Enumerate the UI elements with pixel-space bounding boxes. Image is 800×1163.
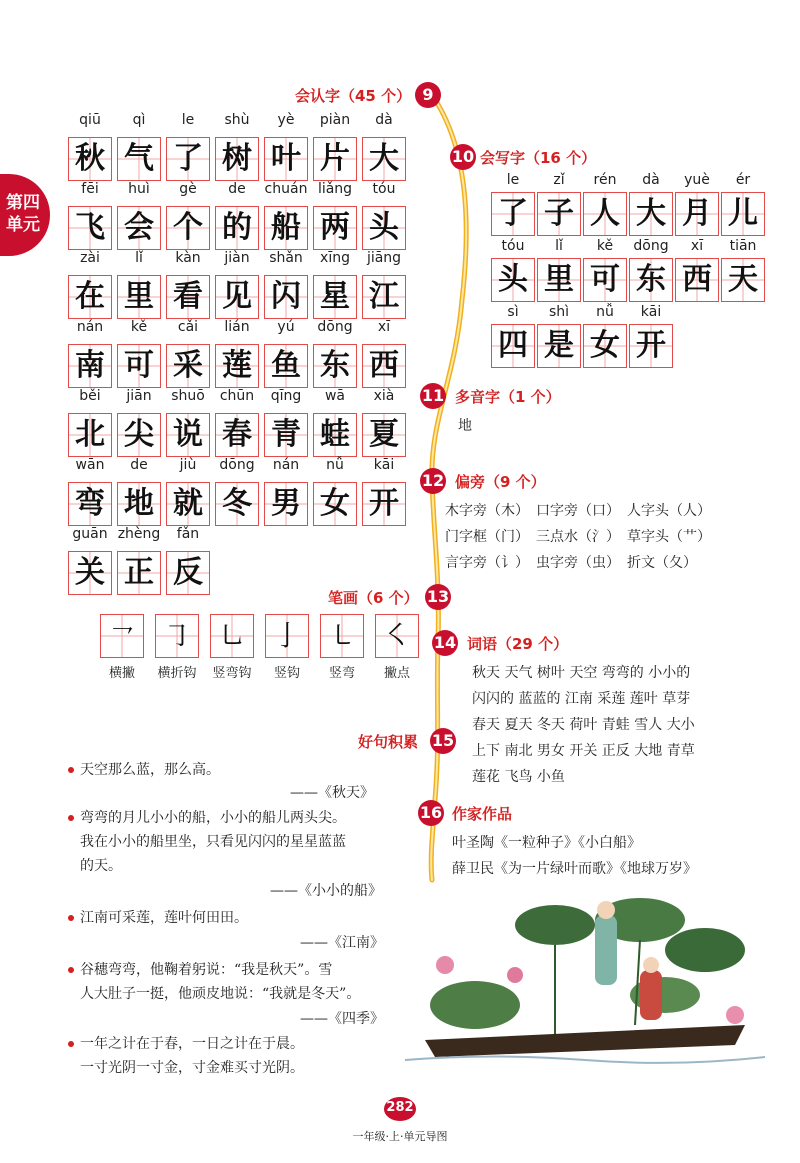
pinyin-label: le [181, 112, 195, 128]
sentence-line: 一年之计在于春，一日之计在于晨。 [80, 1036, 304, 1052]
sentence-line: 弯弯的月儿小小的船，小小的船儿两头尖。 [80, 810, 346, 826]
pinyin-label: kàn [175, 250, 201, 266]
write-char-cell: 头 [491, 258, 535, 302]
recognize-char-cell: 春 [215, 413, 259, 457]
unit-tab: 第四单元 [0, 174, 50, 256]
pinyin-label: fǎn [176, 526, 200, 542]
stroke-name: 竖弯钩 [212, 666, 252, 681]
pinyin-label: nán [272, 457, 300, 473]
recognize-char-cell: 树 [215, 137, 259, 181]
bullet-dot [68, 815, 74, 821]
stroke-cell: ㇄ [320, 614, 364, 658]
recognize-char-cell: 看 [166, 275, 210, 319]
polyphone-char: 地 [458, 418, 472, 434]
section-badge-11: 11 [420, 383, 446, 409]
pinyin-label: wān [75, 457, 105, 473]
pinyin-label: de [228, 181, 246, 197]
pinyin-label: jiān [126, 388, 152, 404]
recognize-char-cell: 的 [215, 206, 259, 250]
pinyin-label: de [130, 457, 148, 473]
sentence-line: 我在小小的船里坐，只看见闪闪的星星蓝蓝 [80, 834, 346, 850]
recognize-char-cell: 船 [264, 206, 308, 250]
write-char-cell: 开 [629, 324, 673, 368]
pinyin-label: wā [324, 388, 346, 404]
write-char-cell: 里 [537, 258, 581, 302]
sentence-line: 人大肚子一挺，他顽皮地说：“我就是冬天”。 [80, 986, 361, 1002]
recognize-char-cell: 青 [264, 413, 308, 457]
write-char-cell: 东 [629, 258, 673, 302]
author-line: 薛卫民《为一片绿叶而歌》《地球万岁》 [452, 861, 697, 877]
words-line: 春天 夏天 冬天 荷叶 青蛙 雪人 大小 [472, 717, 695, 733]
pinyin-label: dōng [317, 319, 353, 335]
recognize-char-cell: 秋 [68, 137, 112, 181]
recognize-char-cell: 弯 [68, 482, 112, 526]
recognize-char-cell: 可 [117, 344, 161, 388]
pinyin-label: shù [224, 112, 250, 128]
pinyin-label: huì [128, 181, 150, 197]
section-badge-13: 13 [425, 584, 451, 610]
stroke-name: 横撇 [108, 666, 135, 681]
radical-title: 偏旁（9 个） [455, 473, 546, 491]
stroke-name: 撇点 [383, 666, 410, 681]
sentence-source: ——《江南》 [300, 935, 384, 951]
words-title: 词语（29 个） [467, 635, 569, 653]
recognize-char-cell: 关 [68, 551, 112, 595]
pinyin-label: ér [735, 172, 751, 188]
pinyin-label: běi [79, 388, 101, 404]
pinyin-label: lǐ [135, 250, 143, 266]
pinyin-label: guān [72, 526, 108, 542]
write-char-cell: 女 [583, 324, 627, 368]
write-char-cell: 儿 [721, 192, 765, 236]
write-char-cell: 人 [583, 192, 627, 236]
recognize-char-cell: 女 [313, 482, 357, 526]
stroke-cell: ㇛ [375, 614, 419, 658]
pinyin-label: shuō [171, 388, 205, 404]
recognize-char-cell: 蛙 [313, 413, 357, 457]
write-char-cell: 月 [675, 192, 719, 236]
pinyin-label: shì [548, 304, 570, 320]
recognize-char-cell: 开 [362, 482, 406, 526]
pinyin-label: nǚ [596, 304, 614, 320]
recognize-char-cell: 里 [117, 275, 161, 319]
sentence-line: 的天。 [80, 858, 122, 874]
pinyin-label: qì [132, 112, 146, 128]
pinyin-label: xīng [320, 250, 350, 266]
pinyin-label: cǎi [177, 319, 199, 335]
section-badge-10: 10 [450, 144, 476, 170]
pinyin-label: kāi [373, 457, 395, 473]
sentence-source: ——《四季》 [300, 1011, 384, 1027]
write-title: 会写字（16 个） [480, 149, 597, 167]
words-line: 上下 南北 男女 开关 正反 大地 青草 [472, 743, 695, 759]
sentence-line: 江南可采莲，莲叶何田田。 [80, 910, 248, 926]
section-badge-15: 15 [430, 728, 456, 754]
sentences-title: 好句积累 [358, 733, 419, 751]
pinyin-label: gè [179, 181, 197, 197]
pinyin-label: jiāng [366, 250, 402, 266]
recognize-char-cell: 尖 [117, 413, 161, 457]
recognize-char-cell: 南 [68, 344, 112, 388]
write-char-cell: 是 [537, 324, 581, 368]
pinyin-label: tóu [372, 181, 396, 197]
pinyin-label: sì [507, 304, 519, 320]
recognize-char-cell: 星 [313, 275, 357, 319]
bullet-dot [68, 915, 74, 921]
bullet-dot [68, 767, 74, 773]
recognize-char-cell: 见 [215, 275, 259, 319]
pinyin-label: lǐ [555, 238, 563, 254]
write-char-cell: 大 [629, 192, 673, 236]
recognize-char-cell: 会 [117, 206, 161, 250]
pinyin-label: xià [373, 388, 395, 404]
recognize-char-cell: 就 [166, 482, 210, 526]
radical-line: 木字旁（木） 口字旁（口） 人字头（人） [445, 503, 711, 519]
pinyin-label: zhèng [117, 526, 161, 542]
pinyin-label: qīng [270, 388, 302, 404]
recognize-char-cell: 冬 [215, 482, 259, 526]
recognize-char-cell: 江 [362, 275, 406, 319]
recognize-char-cell: 夏 [362, 413, 406, 457]
pinyin-label: nǚ [326, 457, 344, 473]
section-badge-14: 14 [432, 630, 458, 656]
recognize-char-cell: 反 [166, 551, 210, 595]
radical-line: 门字框（门） 三点水（氵） 草字头（艹） [445, 529, 711, 545]
recognize-char-cell: 两 [313, 206, 357, 250]
recognize-char-cell: 了 [166, 137, 210, 181]
pinyin-label: jiàn [224, 250, 250, 266]
recognize-char-cell: 大 [362, 137, 406, 181]
stroke-name: 横折钩 [157, 666, 197, 681]
recognize-char-cell: 莲 [215, 344, 259, 388]
recognize-char-cell: 片 [313, 137, 357, 181]
authors-title: 作家作品 [452, 805, 513, 823]
bullet-dot [68, 1041, 74, 1047]
section-badge-12: 12 [420, 468, 446, 494]
words-line: 莲花 飞鸟 小鱼 [472, 769, 565, 785]
pinyin-label: chūn [219, 388, 255, 404]
sentence-source: ——《小小的船》 [270, 883, 382, 899]
sentence-line: 天空那么蓝，那么高。 [80, 762, 220, 778]
pinyin-label: dōng [633, 238, 669, 254]
pinyin-label: tóu [501, 238, 525, 254]
sentence-source: ——《秋天》 [290, 785, 374, 801]
write-char-cell: 可 [583, 258, 627, 302]
recognize-char-cell: 叶 [264, 137, 308, 181]
radical-line: 言字旁（讠） 虫字旁（虫） 折文（夂） [445, 555, 697, 571]
recognize-char-cell: 男 [264, 482, 308, 526]
pinyin-label: lián [224, 319, 250, 335]
pinyin-label: piàn [319, 112, 351, 128]
strokes-title: 笔画（6 个） [328, 589, 419, 607]
pinyin-label: fēi [81, 181, 99, 197]
recognize-char-cell: 个 [166, 206, 210, 250]
page-footer: 一年级·上·单元导图 [352, 1130, 448, 1143]
write-char-cell: 四 [491, 324, 535, 368]
recognize-char-cell: 在 [68, 275, 112, 319]
stroke-cell: ㇟ [210, 614, 254, 658]
pinyin-label: dà [642, 172, 660, 188]
pinyin-label: zài [80, 250, 100, 266]
recognize-char-cell: 正 [117, 551, 161, 595]
pinyin-label: zǐ [553, 172, 565, 188]
sentence-line: 一寸光阴一寸金，寸金难买寸光阴。 [80, 1060, 304, 1076]
recognize-char-cell: 头 [362, 206, 406, 250]
words-line: 秋天 天气 树叶 天空 弯弯的 小小的 [472, 665, 691, 681]
pinyin-label: xī [377, 319, 391, 335]
recognize-char-cell: 西 [362, 344, 406, 388]
stroke-name: 竖弯 [328, 666, 355, 681]
pinyin-label: le [506, 172, 520, 188]
pinyin-label: jiù [179, 457, 197, 473]
pinyin-label: rén [593, 172, 617, 188]
words-line: 闪闪的 蓝蓝的 江南 采莲 莲叶 草芽 [472, 691, 691, 707]
recognize-char-cell: 鱼 [264, 344, 308, 388]
pinyin-label: dà [375, 112, 393, 128]
write-char-cell: 天 [721, 258, 765, 302]
pinyin-label: chuán [264, 181, 308, 197]
recognize-char-cell: 采 [166, 344, 210, 388]
pinyin-label: yè [277, 112, 295, 128]
pinyin-label: yú [277, 319, 295, 335]
stroke-cell: ㇆ [155, 614, 199, 658]
write-char-cell: 子 [537, 192, 581, 236]
recognize-char-cell: 北 [68, 413, 112, 457]
recognize-char-cell: 东 [313, 344, 357, 388]
pinyin-label: liǎng [317, 181, 353, 197]
pinyin-label: kě [130, 319, 148, 335]
recognize-char-cell: 说 [166, 413, 210, 457]
pinyin-label: tiān [729, 238, 757, 254]
pinyin-label: nán [76, 319, 104, 335]
pinyin-label: kě [596, 238, 614, 254]
lotus-boat-illustration [405, 895, 765, 1070]
pinyin-label: xī [690, 238, 704, 254]
pinyin-label: kāi [640, 304, 662, 320]
author-line: 叶圣陶《一粒种子》《小白船》 [452, 835, 641, 851]
recognize-char-cell: 闪 [264, 275, 308, 319]
section-badge-9: 9 [415, 82, 441, 108]
write-char-cell: 西 [675, 258, 719, 302]
recognize-char-cell: 地 [117, 482, 161, 526]
pinyin-label: qiū [79, 112, 101, 128]
recognize-char-cell: 气 [117, 137, 161, 181]
recognize-title: 会认字（45 个） [295, 87, 412, 105]
write-char-cell: 了 [491, 192, 535, 236]
section-badge-16: 16 [418, 800, 444, 826]
pinyin-label: yuè [684, 172, 710, 188]
sentence-line: 谷穗弯弯，他鞠着躬说：“我是秋天”。雪 [80, 962, 333, 978]
stroke-cell: ㇖ [100, 614, 144, 658]
polyphone-title: 多音字（1 个） [455, 388, 561, 406]
stroke-cell: 亅 [265, 614, 309, 658]
stroke-name: 竖钩 [273, 666, 300, 681]
pinyin-label: dōng [219, 457, 255, 473]
recognize-char-cell: 飞 [68, 206, 112, 250]
page-number: 282 [386, 1100, 414, 1115]
pinyin-label: shǎn [269, 250, 303, 266]
bullet-dot [68, 967, 74, 973]
